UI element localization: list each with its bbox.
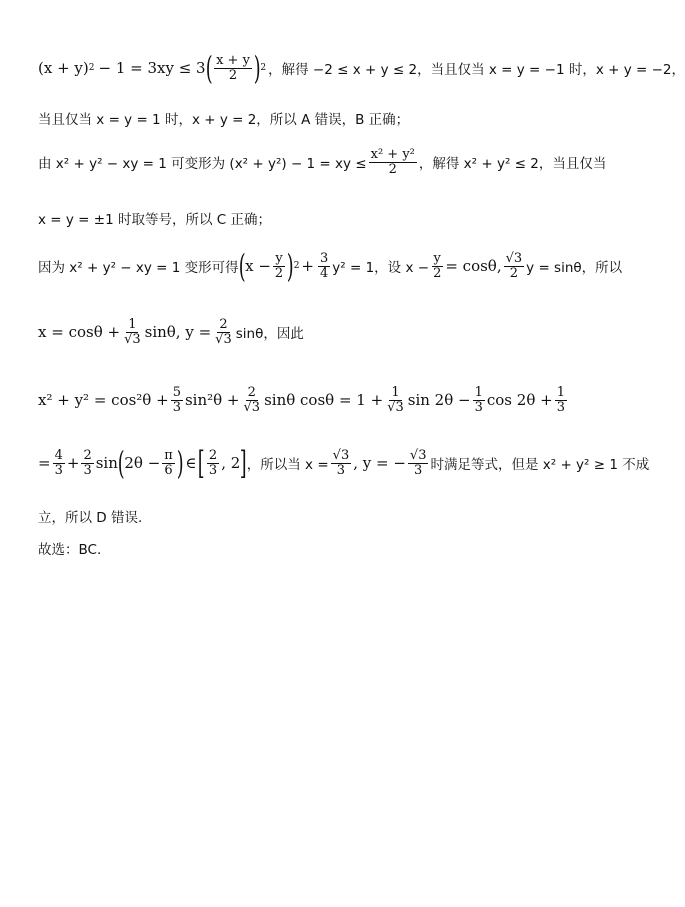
line-2: 当且仅当 x = y = 1 时，x + y = 2，所以 A 错误，B 正确；: [38, 112, 410, 128]
line-3: [38, 148, 606, 176]
expr: sin²θ +: [184, 391, 240, 410]
text: sinθ，因此: [235, 326, 304, 343]
expr: , 2: [221, 454, 241, 472]
fraction: $\frac{5}{3}$: [172, 385, 181, 415]
expr: sin 2θ −: [407, 391, 471, 410]
fraction: $\frac{3}{4}$: [320, 250, 329, 281]
text: 因为 x² + y² − xy = 1 变形可得: [38, 260, 239, 276]
line-6: [38, 318, 304, 346]
expr: − 1 = 3xy ≤ 3: [98, 59, 206, 77]
fraction: $\frac{\pi}{6}$: [164, 447, 173, 478]
fraction: $\frac{2}{√3}$: [215, 317, 232, 347]
text: y = sinθ，所以: [526, 260, 623, 276]
fraction: $\frac{y}{2}$: [274, 250, 284, 281]
expr: sinθ, y =: [144, 323, 212, 342]
text: 时满足等式，但是 x² + y² ≥ 1 不成: [430, 457, 650, 473]
fraction: $\frac{1}{√3}$: [387, 385, 404, 415]
fraction: $\frac{√3}{3}$: [409, 447, 427, 478]
expr: =: [38, 454, 51, 472]
expr: +: [301, 257, 314, 275]
fraction: $\frac{1}{√3}$: [124, 317, 141, 347]
fraction: $\frac{y}{2}$: [433, 250, 442, 281]
line-1: (x + y) 2 − 1 = 3xy ≤ 3 ( $\frac{x + y}{2}$ ) 2 ，解得 −2 ≤ x + y ≤ 2，当且仅当 x = y = −1 时，x + y = −2，: [38, 49, 685, 87]
fraction: $\frac{1}{3}$: [474, 385, 483, 415]
expr: 2θ −: [124, 454, 161, 472]
expr: +: [66, 454, 80, 472]
text: y² = 1，设 x −: [332, 260, 430, 276]
fraction: $\frac{x + y}{2}$: [216, 52, 250, 83]
fraction: $\frac{1}{3}$: [556, 385, 565, 415]
text: ，解得 −2 ≤ x + y ≤ 2，当且仅当 x = y = −1 时，x + y = −2，: [268, 62, 685, 78]
line-9: 立，所以 D 错误.: [38, 510, 143, 526]
expr: x = cosθ +: [38, 323, 121, 342]
fraction: $\frac{2}{√3}$: [243, 385, 261, 415]
expr: x −: [245, 257, 271, 275]
expr: cos 2θ +: [486, 391, 553, 410]
expr: (x + y): [38, 59, 89, 77]
fraction: $\frac{\text{x² + y²}}{2}$: [370, 147, 415, 177]
line-4: x = y = ±1 时取等号，所以 C 正确；: [38, 212, 271, 228]
expr: x² + y² = cos²θ +: [38, 391, 169, 410]
fraction: $\frac{√3}{2}$: [505, 250, 523, 281]
line-7: [38, 386, 569, 414]
expr: sinθ cosθ = 1 +: [264, 391, 384, 410]
line-8: = $\frac{4}{3}$ + $\frac{2}{3}$ sin ( 2θ − $\frac{\pi}{6}$ ) ∈ [ $\frac{2}{3}$ , 2 ] ，所以当 x = $\frac{√3}{3}$ , y = − $\frac{√3}{3}$ 时满足等式，但是 x² + y² ≥ 1 不成: [38, 444, 650, 482]
fraction: $\frac{4}{3}$: [54, 447, 63, 478]
expr: , y = −: [353, 454, 406, 472]
fraction: $\frac{√3}{3}$: [332, 447, 350, 478]
fraction: $\frac{2}{3}$: [83, 447, 92, 478]
expr: sin: [95, 454, 118, 472]
fraction: $\frac{2}{3}$: [208, 447, 218, 478]
line-5: 因为 x² + y² − xy = 1 变形可得 ( x − $\frac{y}{2}$ ) 2 + $\frac{3}{4}$ y² = 1，设 x − $\frac{y}{2}$ = cosθ, $\frac{√3}{2}$ y = sinθ，所以: [38, 247, 623, 285]
text: ，所以当 x =: [246, 457, 329, 473]
expr: = cosθ,: [445, 257, 502, 275]
text: ，解得 x² + y² ≤ 2，当且仅当: [418, 156, 607, 173]
text: 由 x² + y² − xy = 1 可变形为 (x² + y²) − 1 = xy ≤: [38, 156, 367, 173]
expr: ∈: [185, 454, 197, 472]
line-10: 故选：BC.: [38, 542, 102, 558]
